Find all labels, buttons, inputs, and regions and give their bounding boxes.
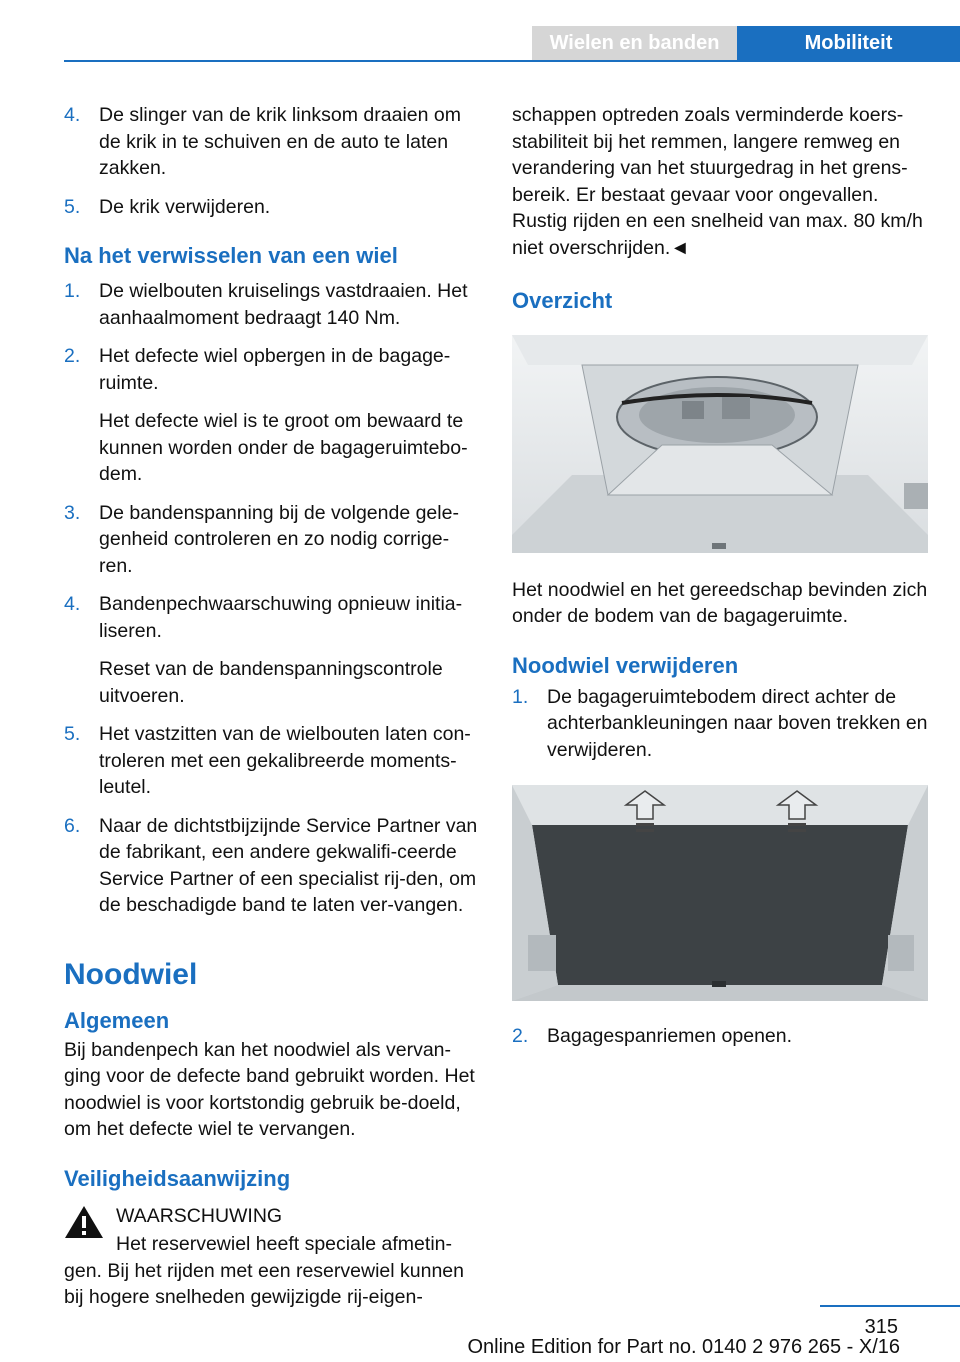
list-number: 1. (512, 685, 529, 708)
list-item (64, 194, 482, 221)
list-item (64, 813, 482, 919)
header-rule (64, 60, 960, 62)
list-text: Het vastzitten van de wielbouten laten con-troleren met een gekalibreerde moments-leutel. (99, 723, 471, 798)
list-number: 2. (512, 1024, 529, 1047)
list-item (64, 721, 482, 801)
list-number: 3. (64, 501, 81, 524)
trunk-spare-wheel-image (512, 335, 930, 561)
figure-caption: Het noodwiel en het gereedschap bevinden zich onder de bodem van de bagageruimte. (512, 578, 928, 627)
list-item (64, 343, 482, 488)
list-number: 5. (64, 723, 81, 745)
section-heading-overview: Overzicht (512, 288, 613, 313)
list-text: De krik verwijderen. (99, 195, 271, 218)
list-text: Naar de dichtstbijzijnde Service Partner van de fabrikant, een andere gekwalifi-ceerde Service Partner of een specialist rij-den, om de beschadigde band te laten ver-vangen. (99, 814, 478, 916)
section-heading: Na het verwisselen van een wiel (64, 243, 398, 268)
chapter-title: Noodwiel (64, 957, 198, 991)
list-subtext: Reset van de bandenspanningscontrole uitvoeren. (99, 658, 443, 707)
list-subtext: Het defecte wiel is te groot om bewaard te kunnen worden onder de bagageruimtebo-dem. (99, 410, 468, 485)
warning-text: Het reservewiel heeft speciale afmetin-gen. Bij het rijden met een reservewiel kunnen bij hogere snelheden gewijzigde rij-eigen- (64, 1233, 464, 1308)
general-paragraph: Bij bandenpech kan het noodwiel als vervan-ging voor de defecte band gebruikt worden. Het noodwiel is voor kortstondig gebruik be-doeld, om het defecte wiel te vervangen. (64, 1038, 475, 1140)
list-number: 1. (64, 280, 81, 302)
list-number: 4. (64, 593, 81, 615)
page-number: 315 (864, 1316, 898, 1338)
warning-label: WAARSCHUWING (116, 1204, 283, 1227)
list-text: De bagageruimtebodem direct achter de achterbankleuningen naar boven trekken en verwijderen. (547, 685, 928, 761)
list-number: 4. (64, 104, 81, 126)
header-section-tab[interactable]: Wielen en banden (532, 26, 737, 60)
page-header (0, 0, 960, 62)
list-item (64, 278, 482, 331)
list-item (64, 500, 482, 580)
list-text: Bagagespanriemen openen. (547, 1024, 793, 1047)
trunk-floor-image (512, 785, 930, 1009)
subsection-heading-general: Algemeen (64, 1007, 170, 1033)
warning-triangle-icon (64, 1205, 104, 1247)
list-text: De wielbouten kruiselings vastdraaien. Het aanhaalmoment bedraagt 140 Nm. (99, 280, 468, 329)
list-item (64, 591, 482, 709)
warning-block (64, 1203, 482, 1230)
list-item (512, 1023, 930, 1050)
continued-paragraph: schappen optreden zoals verminderde koers-stabiliteit bij het remmen, langere remweg en verandering van het stuurgedrag in het grens-bereik. Er bestaat gevaar voor ongevallen. Rustig rijden en een snelheid van max. 80 km/h niet overschrijden.◄ (512, 104, 923, 259)
list-number: 6. (64, 814, 81, 837)
footer-rule (820, 1305, 960, 1307)
section-heading-remove: Noodwiel verwijderen (512, 652, 739, 678)
list-item (64, 102, 482, 182)
list-text: De slinger van de krik linksom draaien om de krik in te schuiven en de auto te laten zakken. (99, 104, 461, 179)
header-chapter-tab[interactable]: Mobiliteit (737, 26, 960, 60)
right-column (512, 102, 930, 1061)
list-text: Het defecte wiel opbergen in de bagage-ruimte. (99, 345, 451, 394)
subsection-heading-safety: Veiligheidsaanwijzing (64, 1165, 291, 1191)
left-column (64, 102, 482, 1311)
list-item (512, 684, 930, 764)
online-edition-text: Online Edition for Part no. 0140 2 976 265 - X/16 (467, 1336, 900, 1358)
list-number: 5. (64, 195, 81, 218)
list-text: De bandenspanning bij de volgende gele-genheid controleren en zo nodig corrige-ren. (99, 501, 459, 577)
list-number: 2. (64, 345, 81, 367)
list-text: Bandenpechwaarschuwing opnieuw initia-liseren. (99, 593, 463, 642)
